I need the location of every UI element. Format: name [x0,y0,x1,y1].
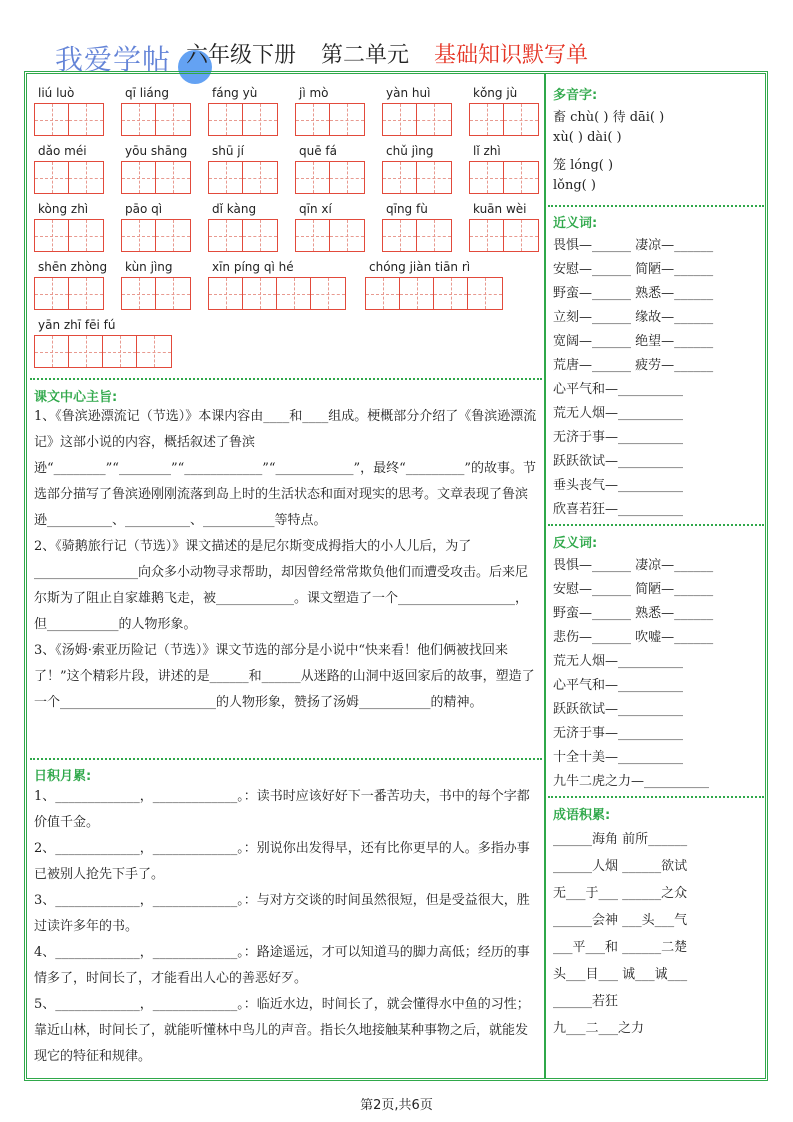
idioms-line: ______人烟 ______欲试 [553,859,688,874]
tianzige-cell[interactable] [434,278,468,309]
accumulate-item-2: 2、_____________，_____________。：别说你出发得早，还有比你更早的人。多指办事已被别人抢先下手了。 [34,841,530,882]
pinyin-label: jì mò [299,86,329,100]
synonyms-line: 宽阔—______ 绝望—______ [553,334,714,349]
tianzige-cell[interactable] [243,278,277,309]
pinyin-label: dǐ kàng [212,202,257,216]
idioms-line: ______会神 ___头___气 [553,913,688,928]
tianzige-cell[interactable] [383,162,417,193]
antonyms-line: 荒无人烟—__________ [553,654,684,669]
tianzige-cell[interactable] [504,162,538,193]
pinyin-label: kuān wèi [473,202,527,216]
writing-box-group[interactable] [295,103,365,136]
writing-box-group[interactable] [34,277,104,310]
writing-box-group[interactable] [34,219,104,252]
pinyin-label: fáng yù [212,86,258,100]
polyphone-line: xù( ) dài( ) [553,130,622,145]
pinyin-label: xīn píng qì hé [212,260,294,274]
tianzige-cell[interactable] [209,104,243,135]
pinyin-label: kùn jìng [125,260,173,274]
antonyms-line: 悲伤—______ 吹嘘—______ [553,630,714,645]
tianzige-cell[interactable] [69,104,103,135]
title-grade: 六年级下册 [186,43,297,68]
accumulate-text [34,784,540,1070]
writing-box-group[interactable] [469,103,539,136]
pinyin-label: chóng jiàn tiān rì [369,260,471,274]
tianzige-cell[interactable] [209,278,243,309]
accumulate-item-3: 3、_____________，_____________。：与对方交谈的时间虽然很短，但是受益很大，胜过读许多年的书。 [34,893,530,934]
antonyms-line: 跃跃欲试—__________ [553,702,684,717]
synonyms-line: 畏惧—______ 凄凉—______ [553,238,714,253]
tianzige-cell[interactable] [156,162,190,193]
tianzige-cell[interactable] [366,278,400,309]
title-subject: 基础知识默写单 [434,43,589,68]
tianzige-cell[interactable] [35,162,69,193]
writing-box-group[interactable] [469,219,539,252]
tianzige-cell[interactable] [470,104,504,135]
synonyms-line: 立刻—______ 缘故—______ [553,310,714,325]
section-divider [30,378,542,380]
synonyms-line: 荒唐—______ 疲劳—______ [553,358,714,373]
tianzige-cell[interactable] [296,220,330,251]
writing-box-group[interactable] [121,277,191,310]
tianzige-cell[interactable] [209,220,243,251]
idioms-line: ______海角 前所______ [553,832,688,847]
writing-box-group[interactable] [208,103,278,136]
tianzige-cell[interactable] [277,278,311,309]
page-title [186,38,588,69]
section-divider [548,524,764,526]
antonyms-line: 安慰—______ 简陋—______ [553,582,714,597]
writing-box-group[interactable] [121,161,191,194]
accumulate-item-5: 5、_____________，_____________。：临近水边，时间长了，就会懂得水中鱼的习性；靠近山林，时间长了，就能听懂林中鸟儿的声音。指长久地接触某种事物之后，就能发现它的特征和规律。 [34,997,530,1064]
synonyms-line: 跃跃欲试—__________ [553,454,684,469]
pinyin-label: lǐ zhì [473,144,501,158]
tianzige-cell[interactable] [122,162,156,193]
synonyms-line: 野蛮—______ 熟悉—______ [553,286,714,301]
tianzige-cell[interactable] [156,104,190,135]
accumulate-item-1: 1、_____________，_____________。：读书时应该好好下一番苦功夫，书中的每个字都价值千金。 [34,789,530,830]
tianzige-cell[interactable] [35,104,69,135]
tianzige-cell[interactable] [69,278,103,309]
pinyin-label: chǔ jìng [386,144,434,158]
tianzige-cell[interactable] [383,104,417,135]
idioms-title: 成语积累: [553,808,611,823]
page-header [0,28,793,76]
summary-paragraph-3: 3、《汤姆·索亚历险记（节选）》课文节选的部分是小说中“快来看！他们俩被找回来了！”这个精彩片段，讲述的是______和______从迷路的山洞中返回家后的故事，塑造了一个________________________的人物形象，赞扬了汤姆___________的精神。 [34,643,535,710]
pinyin-label: kǒng jù [473,86,518,100]
idioms-line: 九___二___之力 [553,1021,645,1036]
antonyms-line: 畏惧—______ 凄凉—______ [553,558,714,573]
writing-box-group[interactable] [382,161,452,194]
writing-box-group[interactable] [382,103,452,136]
tianzige-cell[interactable] [35,220,69,251]
tianzige-cell[interactable] [69,336,103,367]
summary-text [34,404,540,716]
pinyin-label: qīn xí [299,202,332,216]
tianzige-cell[interactable] [504,104,538,135]
tianzige-cell[interactable] [296,162,330,193]
pinyin-label: quē fá [299,144,337,158]
tianzige-cell[interactable] [383,220,417,251]
writing-box-group[interactable] [34,103,104,136]
writing-box-group[interactable] [121,219,191,252]
idioms-line: ___平___和 ______二楚 [553,940,688,955]
accumulate-title: 日积月累: [34,769,92,784]
pinyin-label: yōu shāng [125,144,188,158]
pinyin-label: qīng fù [386,202,428,216]
idioms-line: ______若狂 [553,994,619,1009]
synonyms-line: 安慰—______ 简陋—______ [553,262,714,277]
synonyms-title: 近义词: [553,216,598,231]
tianzige-cell[interactable] [504,220,538,251]
watermark-logo: 我爱学帖 [55,43,172,76]
tianzige-cell[interactable] [470,220,504,251]
tianzige-cell[interactable] [417,220,451,251]
pinyin-label: pāo qì [125,202,163,216]
tianzige-cell[interactable] [330,104,364,135]
summary-title: 课文中心主旨: [34,390,118,405]
synonyms-line: 欣喜若狂—__________ [553,502,684,517]
writing-box-group[interactable] [34,161,104,194]
tianzige-cell[interactable] [103,336,137,367]
polyphone-line: 畜 chù( ) 待 dāi( ) [553,110,665,125]
pinyin-label: kòng zhì [38,202,89,216]
section-divider [548,796,764,798]
tianzige-cell[interactable] [122,278,156,309]
tianzige-cell[interactable] [311,278,345,309]
writing-box-group[interactable] [382,219,452,252]
antonyms-line: 心平气和—__________ [553,678,684,693]
pinyin-label: yān zhī fēi fú [38,318,116,332]
writing-box-group[interactable] [295,219,365,252]
tianzige-cell[interactable] [243,104,277,135]
section-divider [30,758,542,760]
page-footer: 第2页,共6页 [360,1098,433,1113]
writing-box-group[interactable] [365,277,503,310]
tianzige-cell[interactable] [122,220,156,251]
writing-box-group[interactable] [469,161,539,194]
tianzige-cell[interactable] [35,278,69,309]
writing-box-group[interactable] [295,161,365,194]
section-divider [548,205,764,207]
tianzige-cell[interactable] [417,104,451,135]
tianzige-cell[interactable] [69,220,103,251]
writing-box-group[interactable] [208,161,278,194]
tianzige-cell[interactable] [122,104,156,135]
antonyms-line: 无济于事—__________ [553,726,684,741]
polyphone-line: 笼 lóng( ) [553,158,614,173]
pinyin-label: liú luò [38,86,75,100]
tianzige-cell[interactable] [35,336,69,367]
tianzige-cell[interactable] [400,278,434,309]
pinyin-label: shēn zhòng [38,260,108,274]
tianzige-cell[interactable] [243,162,277,193]
synonyms-line: 心平气和—__________ [553,382,684,397]
antonyms-line: 野蛮—______ 熟悉—______ [553,606,714,621]
tianzige-cell[interactable] [243,220,277,251]
pinyin-label: dǎo méi [38,144,87,158]
tianzige-cell[interactable] [209,162,243,193]
tianzige-cell[interactable] [69,162,103,193]
tianzige-cell[interactable] [470,162,504,193]
tianzige-cell[interactable] [330,220,364,251]
antonyms-title: 反义词: [553,536,598,551]
summary-paragraph-2: 2、《骑鹅旅行记（节选）》课文描述的是尼尔斯变成拇指大的小人儿后，为了________________向众多小动物寻求帮助，却因曾经常常欺负他们而遭受攻击。后来尼尔斯为了阻止自家雄鹅飞走，被____________。课文塑造了一个__________________，但___________的人物形象。 [34,539,529,632]
polyphone-title: 多音字: [553,88,598,103]
pinyin-label: shū jí [212,144,244,158]
synonyms-line: 荒无人烟—__________ [553,406,684,421]
writing-box-group[interactable] [208,219,278,252]
column-divider [544,74,546,1078]
antonyms-line: 九牛二虎之力—__________ [553,774,710,789]
tianzige-cell[interactable] [417,162,451,193]
synonyms-line: 无济于事—__________ [553,430,684,445]
tianzige-cell[interactable] [330,162,364,193]
title-unit: 第二单元 [321,43,410,68]
tianzige-cell[interactable] [156,278,190,309]
summary-paragraph-1: 1、《鲁滨逊漂流记（节选）》本课内容由____和____组成。梗概部分介绍了《鲁滨逊漂流记》这部小说的内容，概括叙述了鲁滨逊“________”“________”“____________”“____________”，最终“_________”的故事。节选部分描写了鲁滨逊刚刚流落到岛上时的生活状态和面对现实的思考。文章表现了鲁滨逊__________、__________、___________等特点。 [34,409,537,528]
idioms-line: 头___目___ 诚___诚___ [553,967,688,982]
pinyin-label: qī liáng [125,86,170,100]
tianzige-cell[interactable] [156,220,190,251]
tianzige-cell[interactable] [296,104,330,135]
writing-box-group[interactable] [208,277,346,310]
pinyin-label: yàn huì [386,86,431,100]
polyphone-line: lǒng( ) [553,178,596,193]
synonyms-line: 垂头丧气—__________ [553,478,684,493]
accumulate-item-4: 4、_____________，_____________。：路途遥远，才可以知道马的脚力高低；经历的事情多了，时间长了，才能看出人心的善恶好歹。 [34,945,530,986]
antonyms-line: 十全十美—__________ [553,750,684,765]
tianzige-cell[interactable] [137,336,171,367]
writing-box-group[interactable] [121,103,191,136]
idioms-line: 无___于___ ______之众 [553,886,688,901]
tianzige-cell[interactable] [468,278,502,309]
writing-box-group[interactable] [34,335,172,368]
